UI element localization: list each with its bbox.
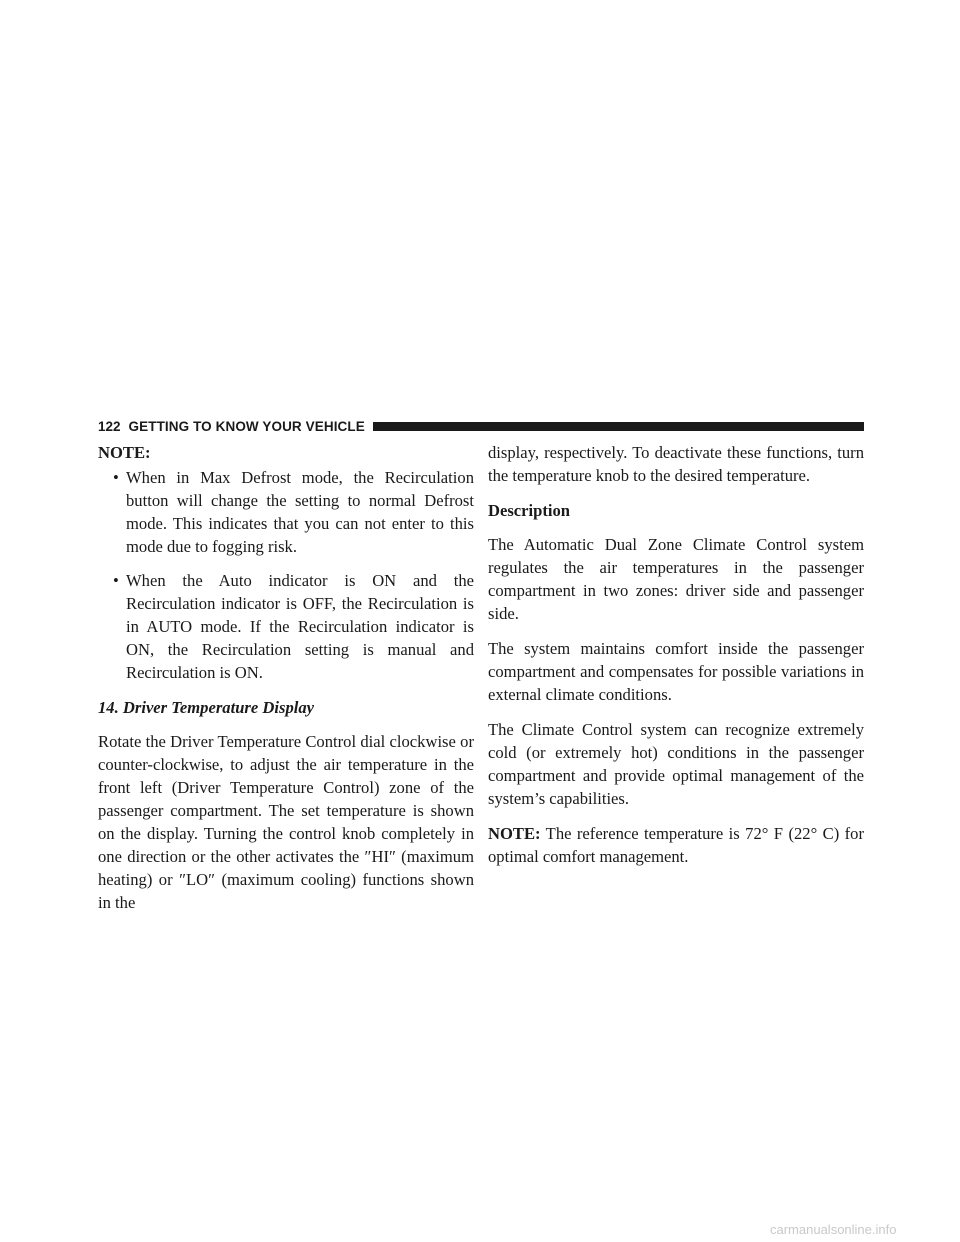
- bullet-icon: •: [113, 468, 119, 487]
- list-item: [113, 466, 474, 558]
- list-item: [113, 569, 474, 684]
- bullet-text: When in Max Defrost mode, the Recirculation button will change the setting to normal Defrost mode. This indicates that you can not enter to this mode due to fogging risk.: [126, 468, 474, 556]
- left-column: [98, 441, 474, 926]
- page-number: 122: [98, 418, 121, 434]
- description-paragraph-3: The Climate Control system can recognize extremely cold (or extremely hot) conditions in the passenger compartment and provide optimal management of the system’s capabilities.: [488, 720, 864, 808]
- reference-temp-note: [488, 822, 864, 868]
- note-bullet-list: [98, 466, 474, 684]
- note-label: NOTE:: [98, 443, 151, 462]
- right-column: [488, 441, 864, 880]
- section-title: GETTING TO KNOW YOUR VEHICLE: [128, 418, 365, 434]
- driver-temp-display-heading: 14. Driver Temperature Display: [98, 698, 315, 717]
- description-heading: Description: [488, 501, 571, 520]
- description-paragraph-1: The Automatic Dual Zone Climate Control system regulates the air temperatures in the passenger compartment in two zones: driver side and passenger side.: [488, 535, 864, 623]
- bullet-icon: •: [113, 571, 119, 590]
- continuation-paragraph: display, respectively. To deactivate these functions, turn the temperature knob to the desired temperature.: [488, 443, 864, 485]
- running-header: [98, 417, 864, 435]
- note-label: NOTE:: [488, 824, 541, 843]
- watermark: carmanualsonline.info: [770, 1222, 897, 1237]
- description-paragraph-2: The system maintains comfort inside the passenger compartment and compensates for possible variations in external climate conditions.: [488, 639, 864, 704]
- note-text: The reference temperature is 72° F (22° C) for optimal comfort management.: [488, 824, 864, 866]
- header-rule: [373, 422, 864, 431]
- driver-temp-paragraph: Rotate the Driver Temperature Control dial clockwise or counter-clockwise, to adjust the air temperature in the front left (Driver Temperature Control) zone of the passenger compartment. The set temperature is shown on the display. Turning the control knob completely in one direction or the other activates the ″HI″ (maximum heating) or ″LO″ (maximum cooling) functions shown in the: [98, 732, 474, 912]
- bullet-text: When the Auto indicator is ON and the Recirculation indicator is OFF, the Recirculation is in AUTO mode. If the Recirculation indicator is ON, the Recirculation setting is manual and Recirculation is ON.: [126, 571, 474, 682]
